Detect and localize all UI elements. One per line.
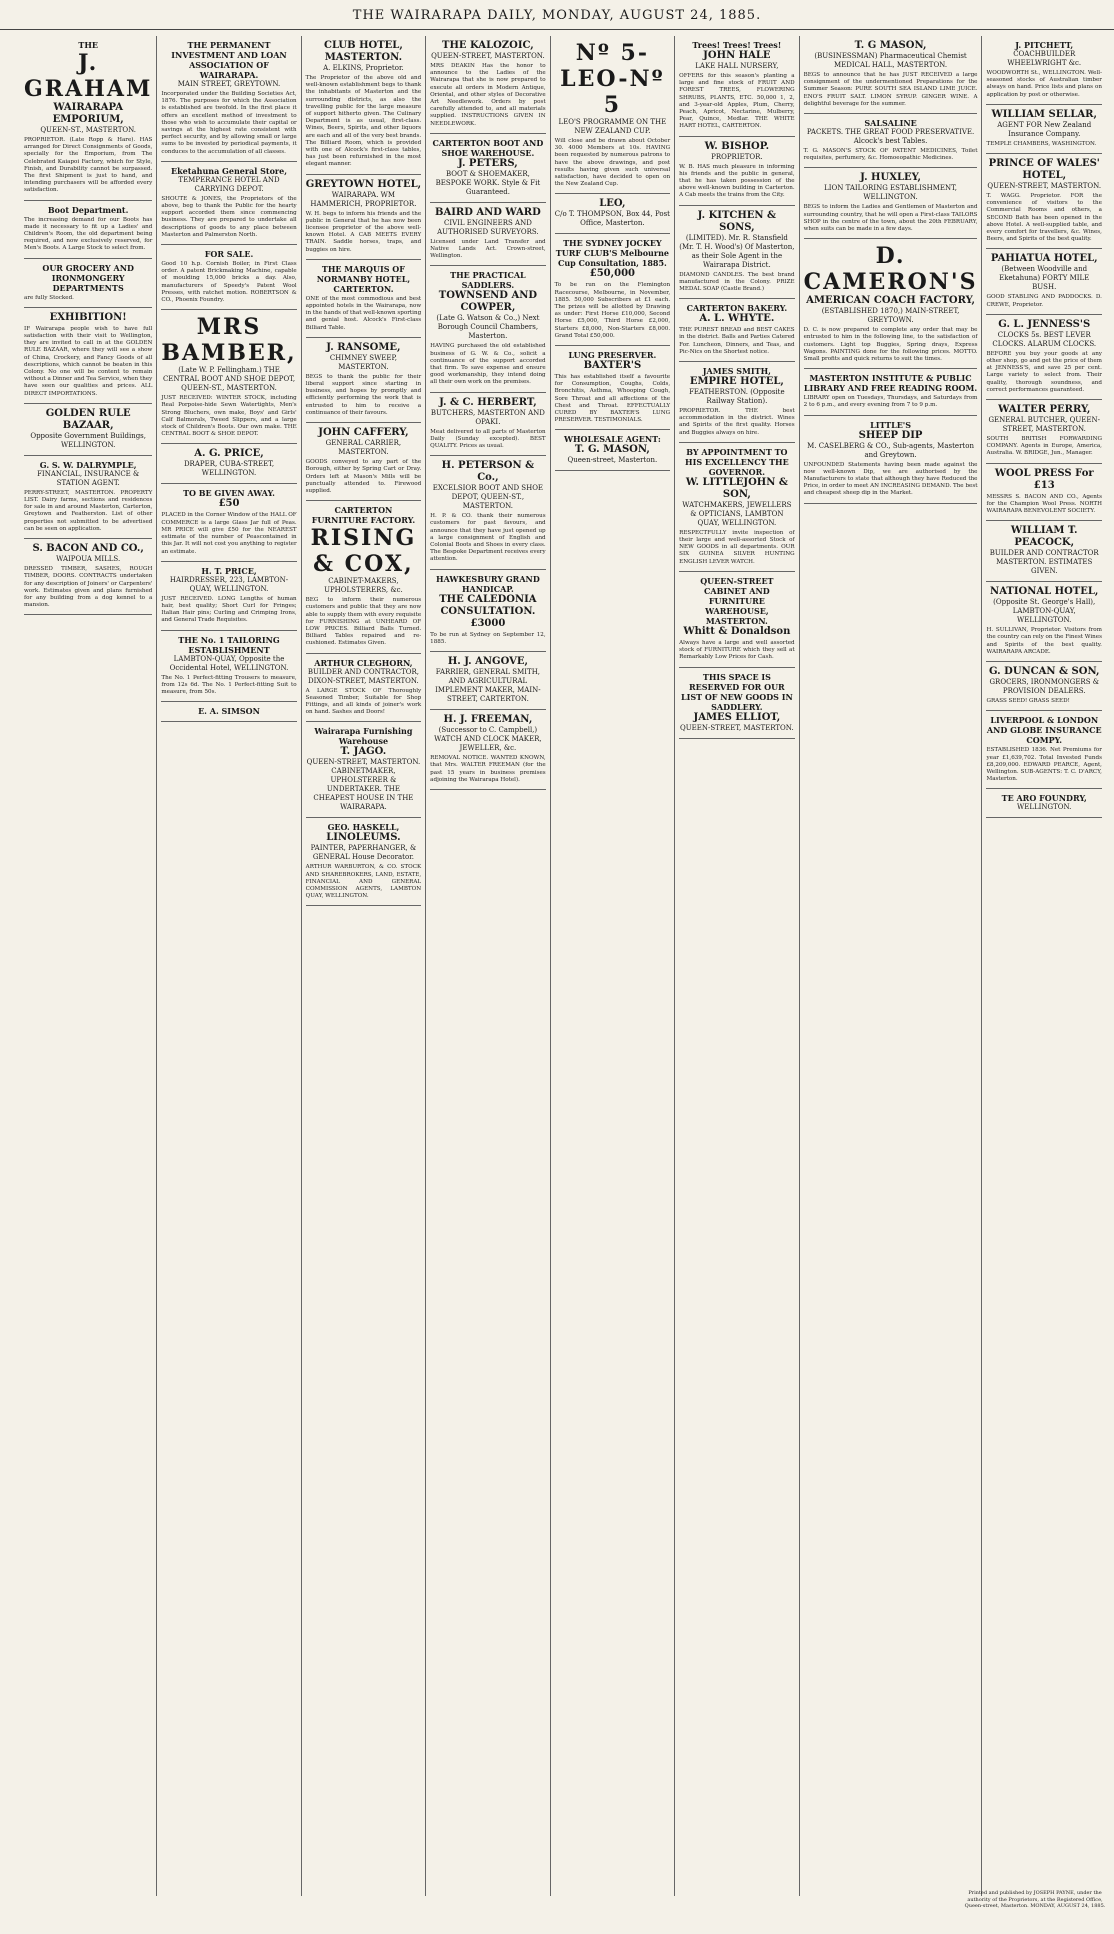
advertisement	[161, 631, 296, 703]
ad-h4: WELLINGTON.	[1017, 803, 1072, 812]
ad-h2: LINOLEUMS.	[326, 832, 401, 844]
ad-h2: AMERICAN COACH FACTORY,	[806, 295, 975, 307]
advertisement	[679, 668, 794, 739]
ad-headline: RISING & COX,	[310, 525, 417, 578]
ad-h3: GEO. HASKELL,	[327, 822, 400, 833]
ad-h4: DRAPER, CUBA-STREET, WELLINGTON.	[183, 460, 275, 478]
ad-h3: E. A. SIMSON	[198, 706, 260, 717]
advertisement	[679, 362, 794, 443]
ad-h3: TO BE GIVEN AWAY.	[183, 488, 275, 499]
ad-text: HAVING purchased the old established business of G. W. & Co., solicit a continuance of the support accorded that firm. To save expense and ensure good workmanship, they intend doing all their own work on the premises.	[430, 343, 546, 386]
imprint: Printed and published by JOSEPH PAYNE, under the authority of the Proprietors, at the Registered Office, Queen-street, Masterton. MONDAY, AUGUST 24, 1885.	[964, 1890, 1106, 1909]
ad-headline: MRS BAMBER,	[161, 314, 297, 367]
ad-h4: M. CASELBERG & CO., Sub-agents, Masterton and Greytown.	[807, 441, 974, 459]
advertisement	[986, 154, 1101, 249]
ad-text: LIBRARY open on Tuesdays, Thursdays, and Saturdays from 2 to 6 p.m., and every evening from 7 to 9 p.m.	[803, 395, 978, 409]
advertisement	[430, 134, 545, 203]
ad-h3: HAWKESBURY GRAND HANDICAP.	[436, 573, 540, 594]
ad-text: The increasing demand for our Boots has made it necessary to fit up a Ladies' and Children's Room, the old department being required, and now exclusively reserved, for Men's Boots. A Large Stock to select from.	[24, 216, 153, 252]
advertisement	[24, 539, 152, 615]
ad-h3: QUEEN-STREET CABINET AND FURNITURE WAREHOUSE, MASTERTON.	[700, 575, 774, 626]
advertisement	[24, 36, 152, 201]
column-7	[800, 36, 983, 1896]
advertisement	[986, 400, 1101, 464]
ad-h2: T. JAGO.	[340, 746, 387, 758]
advertisement	[161, 562, 296, 631]
ad-h4: Queen-street, Masterton.	[567, 456, 658, 465]
ad-h2: GOLDEN RULE BAZAAR,	[45, 407, 131, 431]
ad-h2: £50	[218, 498, 240, 510]
ad-h4: WAIPOUA MILLS.	[56, 555, 121, 564]
ad-h3: LIVERPOOL & LONDON AND GLOBE INSURANCE COMPY.	[986, 715, 1102, 746]
advertisement	[986, 464, 1101, 522]
advertisement	[24, 308, 152, 404]
ad-text: To be run on the Flemington Racecourse, Melbourne, in November, 1885. 50,000 Subscribers at £1 each. The prizes will be allotted by Drawing as under: First Horse £10,000, Second Horse £5,000, Third Horse £2,000, Starters £8,000, Non-Starters £8,000. Grand Total £50,000.	[554, 282, 671, 339]
advertisement	[306, 338, 421, 423]
ad-h2: NATIONAL HOTEL,	[990, 586, 1099, 598]
advertisement	[306, 175, 421, 260]
ad-text: Will close and be drawn about October 30. 4000 Members at 10s. HAVING been requested by numerous patrons to have the above drawings, and post results having given such universal satisfaction, have decided to open on the New Zealand Cup.	[554, 138, 671, 188]
column-6	[675, 36, 799, 1896]
advertisement	[24, 259, 152, 308]
ad-h4: PROPRIETOR.	[711, 152, 763, 161]
ad-text: TEMPLE CHAMBERS, WASHINGTON.	[986, 140, 1097, 147]
advertisement	[679, 443, 794, 572]
ad-h3: ARTHUR CLEGHORN,	[314, 657, 413, 668]
advertisement	[986, 711, 1101, 789]
ad-text: PROPRIETOR. THE best accommodation in the district. Wines and Spirits of the first quality. Horses and Buggies always on hire.	[679, 408, 795, 436]
ad-text: BEGS to announce that he has JUST RECEIVED a large consignment of the undermentioned Preparations for the Summer Season: PURE SOUTH SEA ISLAND LIME JUICE. ENO'S FRUIT SALT. LIMON SYRUP. GINGER WINE. A delightful beverage for the summer.	[803, 72, 978, 107]
ad-h3: CARTERTON BAKERY.	[686, 303, 788, 314]
ad-h2: PRINCE OF WALES' HOTEL,	[988, 158, 1100, 182]
advertisement	[804, 369, 978, 415]
ad-h2: SHEEP DIP	[858, 429, 923, 441]
ad-h3: THE PRACTICAL SADDLERS.	[450, 270, 526, 291]
ad-h2: TOWNSEND AND COWPER,	[438, 290, 538, 314]
ad-h4: CHIMNEY SWEEP, MASTERTON.	[329, 353, 398, 371]
advertisement	[161, 702, 296, 722]
ad-text: RESPECTFULLY invite inspection of their large and well-assorted Stock of NEW GOODS in all departments. OUR SIX GUINEA SILVER HUNTING ENGLISH LEVER WATCH.	[679, 529, 795, 565]
masthead: THE WAIRARAPA DAILY, MONDAY, AUGUST 24, 1885.	[0, 0, 1114, 30]
ad-h4: QUEEN-STREET, MASTERTON. CABINETMAKER, UPHOLSTERER & UNDERTAKER. THE CHEAPEST HOUSE IN THE WAIRARAPA.	[306, 758, 421, 812]
ad-h3: BY APPOINTMENT TO HIS EXCELLENCY THE GOVERNOR.	[685, 446, 789, 477]
ad-h2: WILLIAM T. PEACOCK,	[1010, 525, 1078, 549]
ad-h3: Wairarapa Furnishing Warehouse	[314, 726, 413, 747]
advertisement	[24, 404, 152, 456]
ad-h4: CLOCKS 5s. BEST LEVER CLOCKS. ALARUM CLOCKS.	[992, 330, 1097, 348]
advertisement	[679, 299, 794, 362]
advertisement	[555, 36, 670, 194]
ad-text: MESSRS S. BACON AND CO., Agents for the Champion Wool Press. NORTH WAIRARAPA BENEVOLENT SOCIETY.	[986, 493, 1102, 515]
advertisement	[24, 201, 152, 259]
ad-h3: THE MARQUIS OF NORMANBY HOTEL, CARTERTON.	[316, 263, 411, 294]
ad-h4: (Successor to C. Campbell,) WATCH AND CLOCK MAKER, JEWELLER, &c.	[434, 726, 542, 753]
ad-text: T. G. MASON'S STOCK OF PATENT MEDICINES, Toilet requisites, perfumery, &c. Homoeopathic Medicines.	[803, 148, 978, 162]
ad-h3: FOR SALE.	[204, 249, 254, 260]
ad-text: GRASS SEED! GRASS SEED!	[986, 698, 1070, 705]
advertisement	[804, 416, 978, 504]
column-4	[426, 36, 550, 1896]
advertisement	[555, 234, 670, 346]
advertisement	[306, 501, 421, 653]
ad-h2: T. G MASON,	[854, 40, 927, 51]
advertisement	[430, 710, 545, 790]
ad-text: H. P. & CO. thank their numerous customers for past favours, and announce that they have just opened up a large consignment of English and Colonial Boots and Shoes in every class. The Bespoke Department receives every attention.	[430, 513, 546, 563]
ad-h3: MASTERTON INSTITUTE & PUBLIC LIBRARY AND FREE READING ROOM.	[803, 373, 978, 394]
advertisement	[306, 818, 421, 906]
ad-text: SOUTH BRITISH FORWARDING COMPANY. Agents in Europe, America, Australia. W. BRIDGE, Jun., Manager.	[986, 436, 1102, 457]
advertisement	[679, 572, 794, 668]
ad-h2: J. & C. HERBERT,	[439, 396, 537, 408]
ad-text: W. B. HAS much pleasure in informing his friends and the public in general, that he has taken possession of the above well-known building in Carterton. A Cab meets the trains from the City.	[679, 163, 795, 199]
ad-h2: Whitt & Donaldson	[683, 625, 791, 637]
ad-h4: QUEEN-STREET, MASTERTON.	[987, 182, 1102, 191]
ad-h3: CARTERTON FURNITURE FACTORY.	[311, 505, 416, 526]
ad-h4: (ESTABLISHED 1870,) MAIN-STREET, GREYTOWN.	[821, 307, 960, 325]
advertisement	[986, 105, 1101, 154]
ad-text: GOODS conveyed to any part of the Borough, either by Spring Cart or Dray. Orders left at Mason's Mills will be punctually attended to. Firewood supplied.	[305, 459, 422, 494]
ad-text: PERRY-STREET, MASTERTON. PROPERTY LIST. Dairy farms, sections and residences for sale in and around Masterton, Carterton, Greytown and Featherston. List of other properties not submitted to be advertised can be seen on application.	[24, 489, 153, 532]
ad-text: JUST RECEIVED: WINTER STOCK, including Real Porpoise-hide Sewn Watertights, Men's Strong Bluchers, own make, Boys' and Girls' Calf Balmorals, Tweed Slippers, and a large stock of Children's Boots. Our own make. THE CENTRAL BOOT & SHOE DEPOT.	[161, 395, 297, 438]
ad-h3: TE ARO FOUNDRY,	[1001, 793, 1087, 804]
ad-h2: G. L. JENNESS'S	[998, 318, 1091, 330]
ad-text: Meat delivered to all parts of Masterton Daily (Sunday excepted). BEST QUALITY. Prices as usual.	[430, 428, 546, 450]
advertisement	[679, 137, 794, 206]
column-3	[302, 36, 426, 1896]
ad-text: A LARGE STOCK OF Thoroughly Seasoned Timber, Suitable for Shop Fittings, and all kinds of joiner's work on hand. Sashes and Doors!	[305, 687, 422, 716]
ad-h4: QUEEN-ST., MASTERTON.	[40, 126, 137, 134]
advertisement	[986, 789, 1101, 818]
ad-h4: FARRIER, GENERAL SMITH, AND AGRICULTURAL IMPLEMENT MAKER, MAIN-STREET, CARTERTON.	[435, 668, 541, 704]
advertisement	[804, 36, 978, 114]
ad-text: The Proprietor of the above old and well-known establishment begs to thank the inhabitants of Masterton and the surrounding districts, as also the travelling public for the large measure of support hitherto given. The Culinary Department is as usual, first-class. Wines, Beers, Spirits, and other liquors are each and all of the very best brands. The Billiard Room, which is provided with one of Alcock's first-class tables, has just been refurnished in the most elegant manner.	[305, 75, 422, 168]
ad-h2: A. L. WHYTE.	[699, 313, 775, 325]
advertisement	[804, 114, 978, 168]
advertisement	[306, 423, 421, 501]
ad-h4: BUILDER AND CONTRACTOR, DIXON-STREET, MASTERTON.	[307, 667, 419, 685]
ad-h2: JOHN HALE	[703, 50, 771, 61]
ad-headline: D. CAMERON'S	[803, 243, 978, 296]
ad-text: SHOUTE & JONES, the Proprietors of the above, beg to thank the Public for the hearty support accorded them since commencing business. They are prepared to undertake all descriptions of goods to any place between Masterton and Palmerston North.	[161, 195, 297, 238]
ad-text: UNFOUNDED Statements having been made against the now well-known Dip, we are authorised by the Manufacturers to state that although they have Reduced the Price, in order to meet AN INCREASING DEMAND. The best and cheapest sheep dip in the Market.	[803, 461, 978, 497]
ad-text: DRESSED TIMBER, SASHES, ROUGH TIMBER, DOORS. CONTRACTS undertaken for any description of Joiners' or Carpenters' work. Estimates given and plans furnished for any building from a dog kennel to a mansion.	[24, 566, 153, 609]
advertisement	[161, 36, 296, 162]
advertisement	[430, 456, 545, 569]
ad-h4: C/o T. THOMPSON, Box 44, Post Office, Masterton.	[554, 210, 670, 228]
ad-headline: J. GRAHAM	[24, 50, 153, 102]
ad-h4: (Opposite St. George's Hall), LAMBTON-QUAY, WELLINGTON.	[993, 598, 1096, 625]
ad-h2: G. DUNCAN & SON,	[989, 666, 1100, 678]
ad-h4: GROCERS, IRONMONGERS & PROVISION DEALERS.	[989, 678, 1099, 696]
ad-h3: LITTLE'S	[870, 419, 912, 430]
ad-h3: H. T. PRICE,	[201, 565, 257, 576]
ad-h4: (Late W. P. Fellingham.) THE CENTRAL BOOT AND SHOE DEPOT, QUEEN-ST., MASTERTON.	[162, 366, 296, 393]
ad-h3: THE	[78, 40, 98, 50]
ad-text: IF Wairarapa people wish to have full satisfaction with their visit to Wellington, they are invited to call in at the GOLDEN RULE BAZAAR, where they will see a show of China, Crockery, and Fancy Goods of all descriptions, which cannot be beaten in this Colony. No one will be content to remain without a Dinner and Tea Service, when they have seen our qualities and prices. ALL DIRECT IMPORTATIONS.	[24, 325, 153, 397]
advertisement	[555, 346, 670, 430]
ad-h4: QUEEN-STREET, MASTERTON.	[680, 723, 794, 732]
ad-h3: WHOLESALE AGENT:	[563, 434, 661, 445]
ad-text: OFFERS for this season's planting a large and fine stock of FRUIT AND FOREST TREES, FLOWERING SHRUBS, PLANTS, ETC. 50,000 1, 2, and 3-year-old Apples, Plum, Cherry, Peach, Apricot, Nectarine, Mulberry, Pear, Quince, Medlar. THE WHITE HART HOTEL, CARTERTON.	[679, 73, 795, 130]
ad-text: Incorporated under the Building Societies Act, 1876. The purposes for which the Association is established are twofold. In the first place it offers an excellent method of investment to those who wish to accumulate their capital or savings at the highest rate consistent with perfect security, and by allowing small or large sums to be invested by periodical payments, it conduces to the accumulation of all classes.	[161, 91, 297, 155]
advertisement	[804, 239, 978, 369]
ad-h4: MAIN STREET, GREYTOWN.	[177, 80, 281, 88]
advertisement	[679, 36, 794, 137]
ad-h2: H. J. ANGOVE,	[447, 656, 528, 668]
advertisement	[986, 582, 1101, 662]
advertisement	[430, 36, 545, 134]
ad-h4: CABINET-MAKERS, UPHOLSTERERS, &c.	[324, 577, 403, 595]
advertisement	[24, 456, 152, 539]
advertisement	[161, 484, 296, 561]
ad-h2: GREYTOWN HOTEL,	[305, 178, 422, 190]
advertisement	[306, 260, 421, 338]
ad-h2: EMPIRE HOTEL,	[689, 376, 784, 388]
advertisement	[986, 521, 1101, 582]
ad-h2: T. G. MASON,	[574, 444, 650, 456]
ad-text: ONE of the most commodious and best appointed hotels in the Wairarapa, now in the hands of that well-known sporting and genial host. Alcock's First-class Billiard Table.	[305, 295, 422, 331]
ad-h2: J. HUXLEY,	[860, 172, 921, 184]
advertisement	[161, 310, 296, 444]
ad-h4: GENERAL BUTCHER, QUEEN-STREET, MASTERTON.	[988, 416, 1100, 434]
advertisement	[430, 652, 545, 710]
ad-h2: W. BISHOP.	[704, 140, 770, 152]
ad-text: ARTHUR WARBURTON, & CO. STOCK AND SHAREBROKERS, LAND, ESTATE, FINANCIAL AND GENERAL COMMISSION AGENTS, LAMBTON QUAY, WELLINGTON.	[305, 864, 422, 900]
ad-h3: SALSALINE	[864, 118, 917, 129]
ad-h4: (Late G. Watson & Co.,) Next Borough Council Chambers, Masterton.	[436, 314, 540, 341]
ad-h2: J. RANSOME,	[326, 341, 401, 353]
ad-headline: Nº 5-LEO-Nº 5	[560, 40, 665, 118]
ad-h4: A. ELKINS, Proprietor.	[323, 64, 404, 72]
ad-h4: COACHBUILDER WHEELWRIGHT &c.	[1007, 50, 1082, 67]
advertisement	[555, 194, 670, 234]
ad-h3: OUR GROCERY AND IRONMONGERY DEPARTMENTS	[42, 262, 134, 293]
ad-h3: LUNG PRESERVER.	[568, 350, 657, 361]
advertisement	[430, 570, 545, 652]
advertisement	[986, 36, 1101, 105]
ad-text: H. SULLIVAN, Proprietor. Visitors from the country can rely on the Finest Wines and Spirits of the best quality. WAIRARAPA ARCADE.	[986, 627, 1102, 655]
advertisement	[986, 315, 1101, 400]
ad-text: GOOD STABLING AND PADDOCKS. D. CREWE, Proprietor.	[986, 294, 1102, 308]
ad-h3: Trees! Trees! Trees!	[692, 40, 782, 50]
advertisement	[986, 662, 1101, 711]
ad-h3: THE SYDNEY JOCKEY TURF CLUB'S Melbourne Cup Consultation, 1885.	[555, 238, 669, 269]
ad-h3: Boot Department.	[47, 204, 129, 215]
column-8	[982, 36, 1105, 1896]
ad-h2: EXHIBITION!	[49, 311, 127, 323]
ad-h4: PAINTER, PAPERHANGER, & GENERAL House Decorator.	[310, 844, 417, 862]
advertisement	[306, 654, 421, 723]
ad-text: JUST RECEIVED. LONG Lengths of human hair, best quality; Short Curl for Fringes; Italian Hair pins; Curling and Crimping Irons, and General Trade Requisites.	[161, 595, 297, 624]
ad-h2: A. G. PRICE,	[194, 448, 264, 460]
ad-h4: LEO'S PROGRAMME ON THE NEW ZEALAND CUP.	[558, 118, 667, 135]
ad-text: BEFORE you buy your goods at any other shop, go and get the price of them at JENNESS'S, and save 25 per cent. Large variety to select from. Their quality, thorough soundness, and correct performances guaranteed.	[986, 350, 1102, 393]
ad-h4: LAMBTON-QUAY, Opposite the Occidental Hotel, WELLINGTON.	[169, 654, 289, 672]
ad-h4: PACKETS. THE GREAT FOOD PRESERVATIVE. Alcock's best Tables.	[806, 128, 975, 146]
ad-h4: WATCHMAKERS, JEWELLERS & OPTICIANS, LAMBTON QUAY, WELLINGTON.	[682, 500, 792, 527]
advertisement	[430, 203, 545, 267]
ad-h3: THE PERMANENT INVESTMENT AND LOAN ASSOCIATION OF WAIRARAPA.	[171, 40, 287, 80]
ad-text: PROPRIETOR. (Late Ropp & Hare). HAS arranged for Direct Consignments of Goods, specially for the Emporium, from The Celebrated Kaiapoi Factory, which for Style, Finish, and Durability cannot be surpassed. The first Shipment is just to hand, and intending purchasers will be afforded every satisfaction.	[24, 137, 153, 194]
ad-h3: CARTERTON BOOT AND SHOE WAREHOUSE.	[432, 137, 544, 158]
column-1	[20, 36, 157, 1896]
ad-h4: (BUSINESSMAN) Pharmaceutical Chemist MEDICAL HALL, MASTERTON.	[814, 52, 967, 69]
advertisement	[804, 168, 978, 239]
ad-text: The No. 1 Perfect-fitting Trousers to measure, from 12s 6d. The No. 1 Perfect-fitting Suit to measure, from 50s.	[161, 674, 297, 695]
ad-h2: WALTER PERRY,	[998, 404, 1091, 416]
ad-h4: CIVIL ENGINEERS AND AUTHORISED SURVEYORS.	[437, 218, 539, 236]
ad-h4: AGENT FOR New Zealand Insurance Company.	[997, 120, 1092, 138]
ad-h2: S. BACON AND CO.,	[32, 543, 144, 555]
ad-h4: LION TAILORING ESTABLISHMENT, WELLINGTON.	[824, 184, 958, 202]
ad-text: WOODWORTH St., WELLINGTON. Well-seasoned stocks of Australian timber always on hand. Price lists and plans on application by post or otherwise.	[986, 70, 1102, 98]
ad-text: BEGS to thank the public for their liberal support since starting in business, and hopes by promptly and efficiently performing the work that is entrusted to him to receive a continuance of their favours.	[305, 373, 422, 416]
ad-h2: J. PETERS,	[458, 157, 518, 169]
ad-h2: CLUB HOTEL, MASTERTON.	[323, 40, 403, 63]
advertisement	[430, 266, 545, 392]
ad-h4: BOOT & SHOEMAKER, BESPOKE WORK. Style & Fit Guaranteed.	[435, 169, 541, 196]
ad-text: Licensed under Land Transfer and Native Lands Act. Crown-street, Wellington.	[430, 238, 546, 260]
ad-h4: Opposite Government Buildings, WELLINGTON.	[30, 431, 146, 449]
ad-h4: GENERAL CARRIER, MASTERTON.	[325, 439, 402, 457]
ad-text: Good 10 h.p. Cornish Boiler, in First Class order. A patent Brickmaking Machine, capable of moulding 15,000 bricks a day. Also, manufacturers of Speedy's Patent Wool Presses, with ratchet motion. ROBERTSON & CO., Phoenix Foundry.	[161, 261, 297, 304]
ad-text: W. H. begs to inform his friends and the public in General that he has now been licensee proprietor of the above well-known Hotel. A CAB MEETS EVERY TRAIN. Saddle horses, traps, and buggies on hire.	[305, 210, 422, 253]
ad-h4: LAKE HALL NURSERY,	[695, 62, 779, 70]
column-5	[551, 36, 675, 1896]
advertisement	[161, 162, 296, 245]
ad-h4: EXCELSIOR BOOT AND SHOE DEPOT, QUEEN-ST., MASTERTON.	[432, 484, 544, 511]
ad-h4: (Between Woodville and Eketahuna) FORTY MILE BUSH.	[999, 265, 1090, 292]
ad-h2: £50,000	[589, 268, 635, 280]
advertisement	[306, 36, 421, 175]
ad-h2: THE KALOZOIC,	[442, 40, 534, 51]
ad-h3: JAMES SMITH,	[702, 366, 771, 377]
ad-text: REMOVAL NOTICE. WANTED KNOWN, that Mrs. WALTER FREEMAN (for the past 15 years in business premises adjoining the Wairarapa Hotel).	[430, 755, 546, 783]
ad-h3: THIS SPACE IS RESERVED FOR OUR LIST OF NEW GOODS IN SADDLERY.	[680, 671, 793, 712]
ad-h2: LEO,	[599, 198, 626, 210]
ad-h4: TEMPERANCE HOTEL AND CARRYING DEPOT.	[178, 175, 280, 193]
ad-h4: WAIRARAPA. WM HAMMERICH, PROPRIETOR.	[310, 190, 417, 208]
ad-text: T. WAGG. Proprietor. FOR the convenience of visitors to the Commercial Rooms and others, a SECOND Bath has been opened in the above Hotel. A well-supplied table, and every comfort for travellers, &c. Wines, Beers, and Spirits of the best quality.	[986, 193, 1102, 243]
ad-h4: (LIMITED). Mr. R. Stansfield (Mr. T. H. Wood's) Of Masterton, as their Sole Agent in the Wairarapa District.	[679, 233, 795, 269]
ad-text: Always have a large and well assorted stock of FURNITURE which they sell at Remarkably Low Prices for Cash.	[679, 639, 795, 661]
ad-text: DIAMOND CANDLES. The best brand manufactured in the Colony. PRIZE MEDAL SOAP (Castle Brand.)	[679, 271, 795, 293]
advertisement	[161, 444, 296, 484]
ad-h4: FINANCIAL, INSURANCE & STATION AGENT.	[37, 469, 140, 487]
ad-h2: PAHIATUA HOTEL,	[990, 253, 1098, 265]
ad-text: PLACED in the Corner Window of the HALL OF COMMERCE is a large Glass Jar full of Peas. MR PRICE will give £50 for the NEAREST estimate of the number of Peascontained in this Jar. It will not cost you anything to register an estimate.	[161, 512, 297, 555]
ad-h3: THE No. 1 TAILORING ESTABLISHMENT	[178, 634, 280, 655]
advertisement	[555, 430, 670, 471]
ad-h2: WOOL PRESS For £13	[994, 467, 1094, 491]
ad-text: THE PUREST BREAD and BEST CAKES in the district. Balls and Parties Catered For. Luncheon, Dinners, and Teas, and Pic-Nics on the Shortest notice.	[679, 327, 795, 355]
advertisement	[679, 206, 794, 300]
ad-text: BEG to inform their numerous customers and public that they are now able to supply them with every requisite for FURNISHING at UNHEARD OF LOW PRICES. Billiard Balls Turned. Billiard Tables repaired and re-cushioned. Estimates Given.	[305, 597, 422, 647]
ad-h2: BAIRD AND WARD	[435, 206, 541, 218]
ad-h2: H. PETERSON & Co.,	[441, 460, 535, 484]
ad-h2: BAXTER'S	[583, 360, 642, 372]
ad-h4: BUILDER AND CONTRACTOR MASTERTON. ESTIMATES GIVEN.	[989, 549, 1099, 576]
ad-h2: J. KITCHEN & SONS,	[697, 209, 777, 233]
column-2	[157, 36, 301, 1896]
ad-h3: J. PITCHETT,	[1015, 40, 1074, 50]
ad-h2: JAMES ELLIOT,	[693, 711, 781, 723]
ad-text: BEGS to inform the Ladies and Gentlemen of Masterton and surrounding country, that he will open a First-class TAILORS SHOP in the centre of the town, about the 20th FEBRUARY, when suits can be made in a few days.	[803, 204, 978, 233]
advertisement	[306, 722, 421, 818]
columns-container	[20, 36, 1106, 1896]
ad-h4: HAIRDRESSER, 223, LAMBTON-QUAY, WELLINGTON.	[169, 575, 289, 593]
advertisement	[161, 245, 296, 310]
ad-h2: H. J. FREEMAN,	[443, 714, 533, 726]
advertisement	[430, 393, 545, 457]
ad-text: D. C. is now prepared to complete any order that may be entrusted to him in the following line, to the satisfaction of customers. Light top Buggies, Spring drays, Express Wagons. PAINTING done for the following prices. MOTTO. Small profits and quick returns to suit the times.	[803, 327, 978, 363]
ad-h4: BUTCHERS, MASTERTON AND OPAKI.	[430, 408, 545, 426]
ad-text: This has established itself a favourite for Consumption, Coughs, Colds, Bronchitis, Asthma, Whooping Cough, Sore Throat and all affections of the Chest and Throat. EFFECTUALLY CURED BY BAXTER'S LUNG PRESERVER. TESTIMONIALS.	[554, 374, 671, 424]
ad-h2: WAIRARAPA EMPORIUM,	[52, 102, 124, 125]
ad-text: ESTABLISHED 1836. Net Premiums for year £1,639,702. Total Invested Funds £8,209,000. EDWARD PEARCE, Agent, Wellington. SUB-AGENTS: T. C. D'ARCY, Masterton.	[986, 747, 1102, 783]
ad-text: To be run at Sydney on September 12, 1885.	[430, 631, 546, 645]
ad-text: MRS DEAKIN Has the honor to announce to the Ladies of the Wairarapa that she is now prepared to execute all orders in Modern Antique, Oriental, and other styles of Decorative Art Needlework. Orders by post carefully attended to, and all materials supplied. INSTRUCTIONS GIVEN IN NEEDLEWORK.	[430, 63, 546, 127]
advertisement	[986, 249, 1101, 314]
ad-h2: JOHN CAFFERY,	[318, 427, 409, 439]
ad-h4: QUEEN-STREET, MASTERTON.	[431, 52, 545, 60]
ad-h3: Eketahuna General Store,	[171, 165, 287, 176]
ad-h4: FEATHERSTON. (Opposite Railway Station).	[689, 388, 785, 406]
ad-h3: G. S. W. DALRYMPLE,	[39, 459, 137, 470]
ad-text: are fully Stocked.	[24, 294, 74, 301]
ad-h2: W. LITTLEJOHN & SON,	[685, 476, 788, 500]
ad-h2: WILLIAM SELLAR,	[991, 108, 1097, 120]
ad-h2: THE CALEDONIA CONSULTATION. £3000	[439, 593, 537, 629]
